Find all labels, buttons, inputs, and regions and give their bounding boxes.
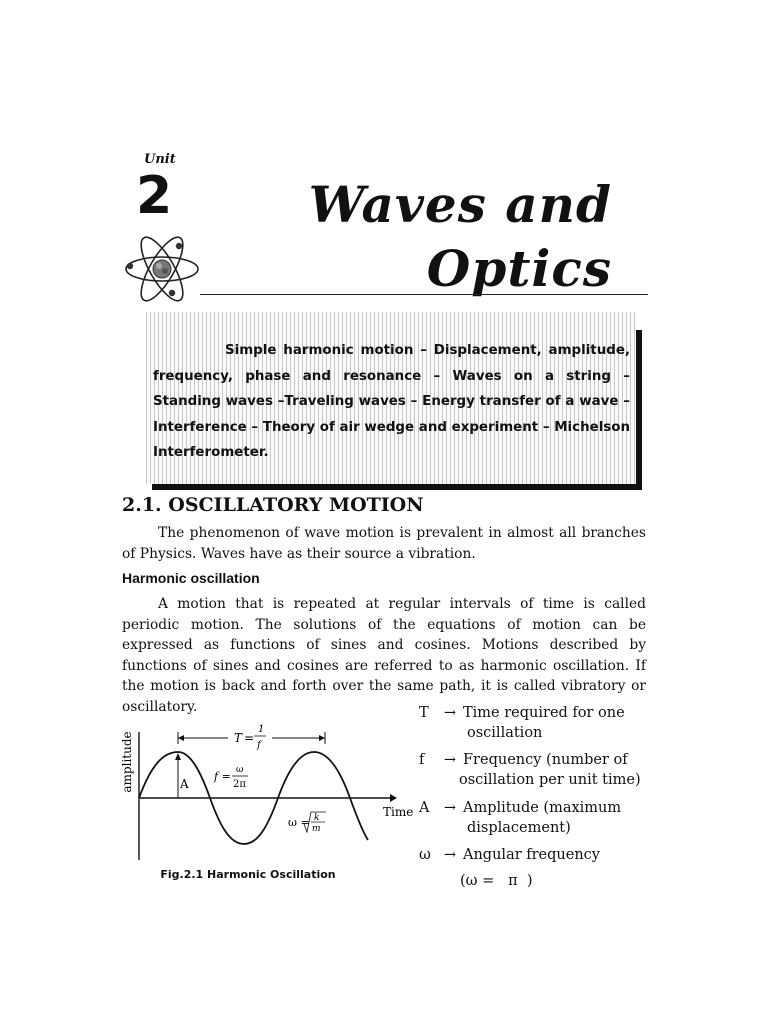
- frequency-denominator: 2π: [233, 779, 246, 790]
- chapter-title-line2: Optics: [426, 239, 612, 298]
- definition-angular-frequency: [419, 845, 651, 865]
- definition-symbol: ω: [419, 847, 431, 863]
- angular-frequency-formula: (ω = π ): [460, 873, 533, 889]
- arrow-icon: →: [443, 752, 457, 768]
- subsection-heading: Harmonic oscillation: [122, 570, 260, 586]
- atom-icon: [122, 226, 202, 312]
- syllabus-text: Simple harmonic motion – Displacement, amplitude, frequency, phase and resonance – Waves on a string – Standing waves –Traveling waves – Energy transfer of a wave – Interference – Theory of air wedge and experiment – Michelson Interferometer.: [153, 343, 630, 460]
- unit-number: 2: [136, 166, 173, 226]
- harmonic-oscillation-figure: [118, 700, 414, 890]
- omega-numerator: k: [314, 813, 320, 823]
- period-eq: =: [244, 731, 255, 745]
- definition-amplitude: [419, 798, 651, 838]
- definition-text-cont: oscillation per unit time): [459, 772, 641, 788]
- section-heading: 2.1. OSCILLATORY MOTION: [122, 494, 424, 516]
- period-label: T: [234, 731, 243, 745]
- period-denominator: f: [257, 740, 261, 751]
- arrow-icon: →: [443, 705, 457, 721]
- unit-label: Unit: [144, 152, 176, 167]
- chapter-title-line1: Waves and: [308, 175, 612, 234]
- arrow-icon: →: [443, 847, 457, 863]
- definition-symbol: f: [419, 752, 425, 768]
- x-axis-label: Time: [383, 805, 414, 819]
- arrow-icon: →: [443, 800, 457, 816]
- definition-text: Angular frequency: [463, 847, 600, 863]
- paragraph-harmonic: A motion that is repeated at regular intervals of time is called periodic motion. The solutions of the equations of motion can be expressed as functions of sines and cosines. Motions described by functions of sines and cosines are referred to as harmonic oscillation. If the motion is back and forth over the same path, it is called vibratory or oscillatory.: [122, 596, 646, 715]
- definition-text: Frequency (number of: [463, 752, 628, 768]
- definition-frequency: [419, 750, 651, 790]
- x-axis-arrow: [390, 794, 397, 802]
- frequency-numerator: ω: [236, 765, 244, 775]
- definition-symbol: T: [419, 705, 429, 721]
- omega-denominator: m: [312, 824, 321, 834]
- amplitude-label: A: [180, 777, 189, 791]
- definition-period: [419, 703, 651, 743]
- paragraph-intro: The phenomenon of wave motion is prevalent in almost all branches of Physics. Waves have as their source a vibration.: [122, 525, 646, 562]
- definition-text: Amplitude (maximum: [463, 800, 622, 816]
- y-axis-label: amplitude: [120, 731, 134, 793]
- definition-symbol: A: [419, 800, 430, 816]
- definition-text-cont: oscillation: [467, 725, 543, 741]
- definition-text-cont: displacement): [467, 820, 571, 836]
- figure-caption: Fig.2.1 Harmonic Oscillation: [160, 868, 336, 881]
- definition-text: Time required for one: [463, 705, 625, 721]
- frequency-label: f =: [214, 770, 231, 783]
- syllabus-box: [146, 312, 636, 484]
- title-rule: [200, 294, 648, 295]
- omega-label: ω =: [288, 816, 310, 829]
- period-numerator: 1: [258, 724, 265, 735]
